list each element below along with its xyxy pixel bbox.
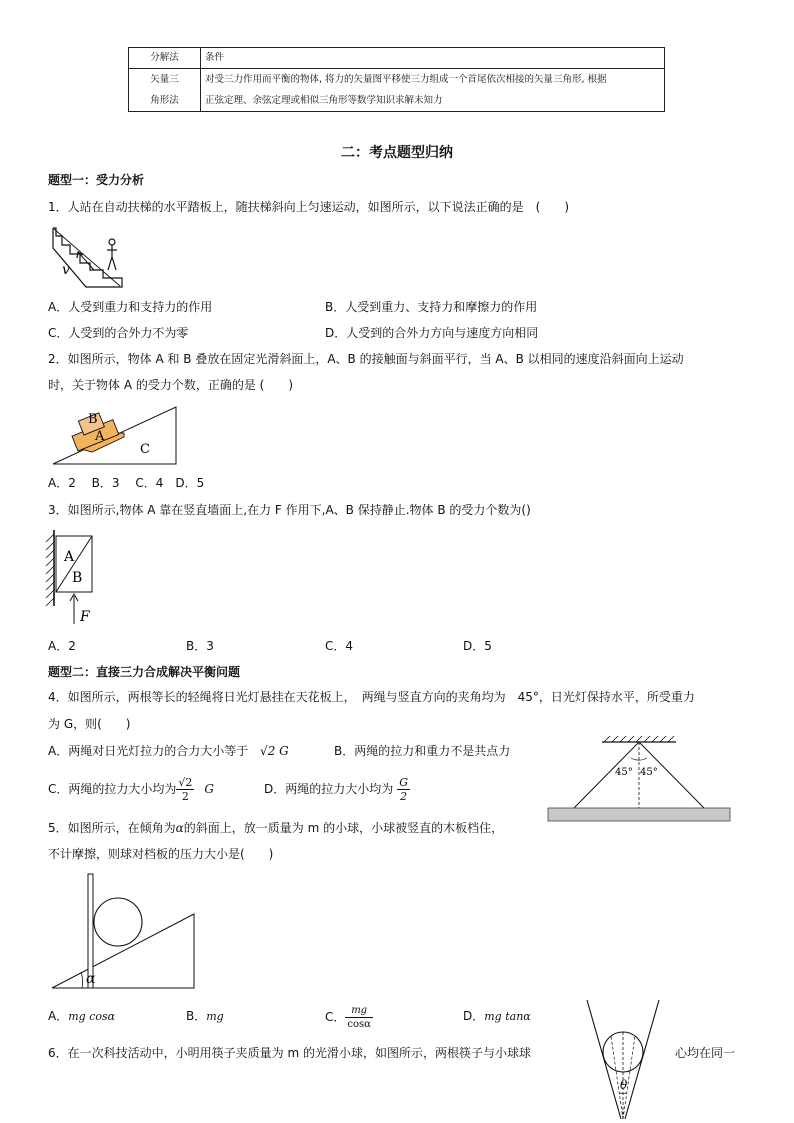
q4-option-d-text: D．两绳的拉力大小均为 <box>264 782 394 796</box>
option-label: C． <box>325 1010 346 1024</box>
fraction-numerator: G <box>399 775 409 789</box>
option-label: A． <box>48 1009 69 1023</box>
type1-heading: 题型一：受力分析 <box>48 173 145 187</box>
q3-option-d: D．5 <box>463 639 492 653</box>
fluorescent-lamp <box>548 808 730 821</box>
q1-stem: 1．人站在自动扶梯的水平踏板上，随扶梯斜向上匀速运动，如图所示，以下说法正确的是 ( ) <box>48 200 570 214</box>
q2-options: A．2 B．3 C．4 D．5 <box>48 476 205 490</box>
fraction-numerator: mg <box>345 1004 373 1018</box>
cell-line: 矢量三 <box>150 74 179 85</box>
q5-option-c-fraction <box>345 1004 373 1031</box>
q5-option-c <box>325 1000 373 1034</box>
q5-option-a-math: mg cosα <box>68 1010 116 1023</box>
q5-option-d-math: mg tanα <box>484 1010 531 1023</box>
q3-option-a: A．2 <box>48 639 76 653</box>
type2-heading: 题型二：直接三力合成解决平衡问题 <box>48 665 241 679</box>
label-a: A <box>95 429 105 444</box>
q1-option-b: B．人受到重力、支持力和摩擦力的作用 <box>325 300 538 314</box>
q4-option-c-fraction <box>176 776 194 803</box>
person-head <box>109 239 115 245</box>
label-b: B <box>72 570 83 586</box>
q1-escalator-figure <box>48 226 128 290</box>
q5-option-b-math: mg <box>206 1010 224 1023</box>
q5-stem-tail: 的斜面上，放一质量为 m 的小球，小球被竖直的木板档住， <box>183 821 504 835</box>
table-row <box>129 69 665 112</box>
option-label: D． <box>463 1009 485 1023</box>
q5-option-d <box>463 1008 531 1025</box>
q5-stem-line2: 不计摩擦，则球对档板的压力大小是( ) <box>48 847 274 861</box>
q6-stem: 6．在一次科技活动中，小明用筷子夹质量为 m 的光滑小球，如图所示，两根筷子与小球球 <box>48 1046 531 1060</box>
q6-chopsticks-figure <box>583 998 663 1121</box>
q4-option-d-fraction <box>397 776 410 803</box>
table-cell <box>201 69 665 112</box>
q4-stem-line1: 4．如图所示，两根等长的轻绳将日光灯悬挂在天花板上， 两绳与竖直方向的夹角均为 45°，日光灯保持水平，所受重力 <box>48 690 695 704</box>
table-row <box>129 48 665 69</box>
q5-option-b <box>186 1008 224 1025</box>
q4-option-b: B．两绳的拉力和重力不是共点力 <box>334 744 511 758</box>
cell-line: 正弦定理、余弦定理或相似三角形等数学知识求解未知力 <box>205 95 443 106</box>
q4-option-c-tail: G <box>204 782 214 796</box>
q1-option-a: A．人受到重力和支持力的作用 <box>48 300 213 314</box>
cell-line: 角形法 <box>150 95 179 106</box>
fraction-denominator: 2 <box>400 789 408 803</box>
q3-wall-figure <box>40 528 102 626</box>
label-a: A <box>64 549 75 565</box>
q4-option-a <box>48 743 289 759</box>
angle-label-right: 45° <box>640 767 658 778</box>
q3-option-b: B．3 <box>186 639 214 653</box>
fraction-denominator: 2 <box>181 789 189 803</box>
wall-hatching <box>46 534 54 606</box>
table-cell: 分解法 <box>129 48 201 69</box>
q4-option-a-math: √2 G <box>260 744 289 758</box>
cell-line: 对受三力作用而平衡的物体, 将力的矢量图平移使三力组成一个首尾依次相接的矢量三角形, 根据 <box>205 74 607 85</box>
fraction-numerator: √2 <box>178 775 193 789</box>
q5-stem-line1 <box>48 820 503 836</box>
angle-label-left: 45° <box>615 767 633 778</box>
method-table <box>128 47 665 112</box>
q4-option-c <box>48 772 214 806</box>
theta-label: θ <box>620 1078 628 1092</box>
angle-arc <box>81 972 83 988</box>
option-label: B． <box>186 1009 207 1023</box>
person-leg <box>108 257 112 270</box>
alpha-label: α <box>86 971 96 987</box>
ball <box>94 898 142 946</box>
table-cell: 条件 <box>201 48 665 69</box>
table-cell <box>129 69 201 112</box>
q5-stem-head: 5．如图所示，在倾角为 <box>48 821 176 835</box>
q3-stem: 3．如图所示,物体 A 靠在竖直墙面上,在力 F 作用下,A、B 保持静止.物体 B 的受力个数为() <box>48 503 531 517</box>
section-title: 二：考点题型归纳 <box>341 145 453 161</box>
q5-option-a <box>48 1008 115 1025</box>
q3-option-c: C．4 <box>325 639 354 653</box>
label-c: C <box>140 442 150 457</box>
ceiling-hatching <box>604 736 674 742</box>
q4-option-a-text: A．两绳对日光灯拉力的合力大小等于 <box>48 744 249 758</box>
q4-lamp-figure <box>546 734 732 826</box>
q2-stem-line1: 2．如图所示，物体 A 和 B 叠放在固定光滑斜面上，A、B 的接触面与斜面平行，当 A、B 以相同的速度沿斜面向上运动 <box>48 352 684 366</box>
q4-option-d <box>264 772 410 806</box>
q2-incline-figure <box>48 404 180 466</box>
q2-stem-line2: 时，关于物体 A 的受力个数，正确的是 ( ) <box>48 378 294 392</box>
person-leg <box>112 257 116 270</box>
fraction-denominator: cosα <box>347 1018 371 1030</box>
label-f: F <box>80 609 90 625</box>
q4-stem-line2: 为 G，则( ) <box>48 717 131 731</box>
q4-option-c-text: C．两绳的拉力大小均为 <box>48 782 177 796</box>
label-b: B <box>88 412 98 427</box>
q5-incline-figure <box>48 872 196 990</box>
q1-option-c: C．人受到的合外力不为零 <box>48 326 189 340</box>
q5-stem-alpha: α <box>175 821 184 835</box>
q1-option-d: D．人受到的合外力方向与速度方向相同 <box>325 326 539 340</box>
velocity-label: v <box>62 262 70 278</box>
q6-stem-tail: 心均在同一 <box>675 1046 736 1060</box>
